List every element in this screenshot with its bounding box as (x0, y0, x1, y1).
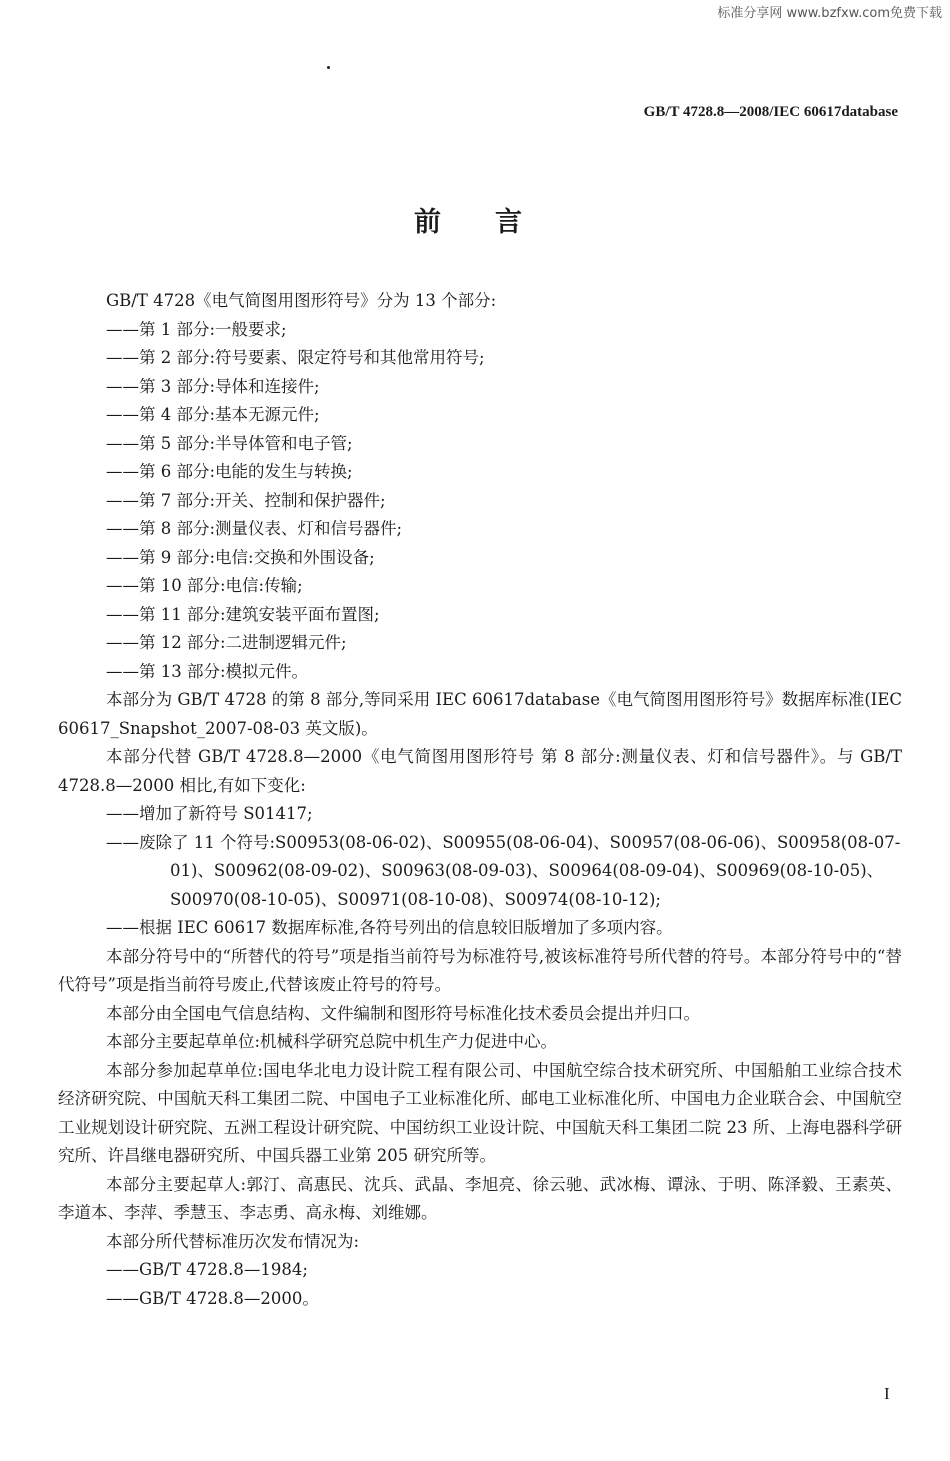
standard-code: GB/T 4728.8—2008/IEC 60617database (643, 104, 898, 120)
list-item-part-3: ——第 3 部分:导体和连接件; (106, 376, 320, 396)
change-item-abolished: ——废除了 11 个符号:S00953(08-06-02)、S00955(08-06-04)、S00957(08-06-06)、S00958(08-07-01)、S00962(08-09-02)、S00963(08-09-03)、S00964(08-09-04)、S00969(08-10-05)、S00970(08-10-05)、S00971(08-10-08)、S00974(08-10-12); (106, 832, 901, 909)
adoption-paragraph: 本部分为 GB/T 4728 的第 8 部分,等同采用 IEC 60617database《电气简图用图形符号》数据库标准(IEC 60617_Snapshot_2007-08-03 英文版)。 (58, 690, 902, 738)
replacement-paragraph: 本部分代替 GB/T 4728.8—2000《电气简图用图形符号 第 8 部分:测量仪表、灯和信号器件》。与 GB/T 4728.8—2000 相比,有如下变化: (58, 747, 902, 795)
main-drafting-unit-paragraph: 本部分主要起草单位:机械科学研究总院中机生产力促进中心。 (106, 1032, 558, 1051)
foreword-body (58, 287, 902, 1313)
list-item-part-6: ——第 6 部分:电能的发生与转换; (106, 462, 353, 481)
history-item-2000: ——GB/T 4728.8—2000。 (106, 1288, 319, 1308)
list-item-part-5: ——第 5 部分:半导体管和电子管; (106, 433, 353, 453)
scan-speck (327, 66, 330, 69)
history-item-1984: ——GB/T 4728.8—1984; (106, 1260, 308, 1279)
proposed-by-paragraph: 本部分由全国电气信息结构、文件编制和图形符号标准化技术委员会提出并归口。 (106, 1003, 700, 1023)
history-paragraph: 本部分所代替标准历次发布情况为: (106, 1231, 360, 1251)
list-item-part-11: ——第 11 部分:建筑安装平面布置图; (106, 604, 380, 624)
drafters-paragraph: 本部分主要起草人:郭汀、高惠民、沈兵、武晶、李旭亮、徐云驰、武冰梅、谭泳、于明、陈泽毅、王素英、李道本、李萍、季慧玉、李志勇、高永梅、刘维娜。 (58, 1174, 902, 1222)
list-item-part-12: ——第 12 部分:二进制逻辑元件; (106, 633, 347, 652)
list-item-part-8: ——第 8 部分:测量仪表、灯和信号器件; (106, 519, 403, 538)
participating-units-paragraph: 本部分参加起草单位:国电华北电力设计院工程有限公司、中国航空综合技术研究所、中国船舶工业综合技术经济研究院、中国航天科工集团二院、中国电子工业标准化所、邮电工业标准化所、中国电力企业联合会、中国航空工业规划设计研究院、五洲工程设计研究院、中国纺织工业设计院、中国航天科工集团二院 23 所、上海电器科学研究所、许昌继电器研究所、中国兵器工业第 205 研究所等。 (58, 1060, 902, 1165)
list-item-part-2: ——第 2 部分:符号要素、限定符号和其他常用符号; (106, 348, 485, 367)
change-item-added: ——增加了新符号 S01417; (106, 804, 313, 823)
page-title: 前言 (414, 207, 576, 238)
list-item-part-10: ——第 10 部分:电信:传输; (106, 576, 303, 595)
list-item-part-9: ——第 9 部分:电信:交换和外围设备; (106, 547, 375, 567)
intro-paragraph: GB/T 4728《电气简图用图形符号》分为 13 个部分: (106, 291, 497, 310)
symbols-note-paragraph: 本部分符号中的“所替代的符号”项是指当前符号为标准符号,被该标准符号所代替的符号。本部分符号中的“替代符号”项是指当前符号废止,代替该废止符号的符号。 (58, 946, 902, 994)
page-number: I (884, 1384, 890, 1403)
change-item-info: ——根据 IEC 60617 数据库标准,各符号列出的信息较旧版增加了多项内容。 (106, 918, 673, 937)
list-item-part-4: ——第 4 部分:基本无源元件; (106, 405, 320, 424)
list-item-part-13: ——第 13 部分:模拟元件。 (106, 661, 309, 681)
list-item-part-1: ——第 1 部分:一般要求; (106, 319, 287, 339)
watermark-text: 标准分享网 www.bzfxw.com免费下载 (717, 6, 942, 21)
list-item-part-7: ——第 7 部分:开关、控制和保护器件; (106, 490, 386, 510)
